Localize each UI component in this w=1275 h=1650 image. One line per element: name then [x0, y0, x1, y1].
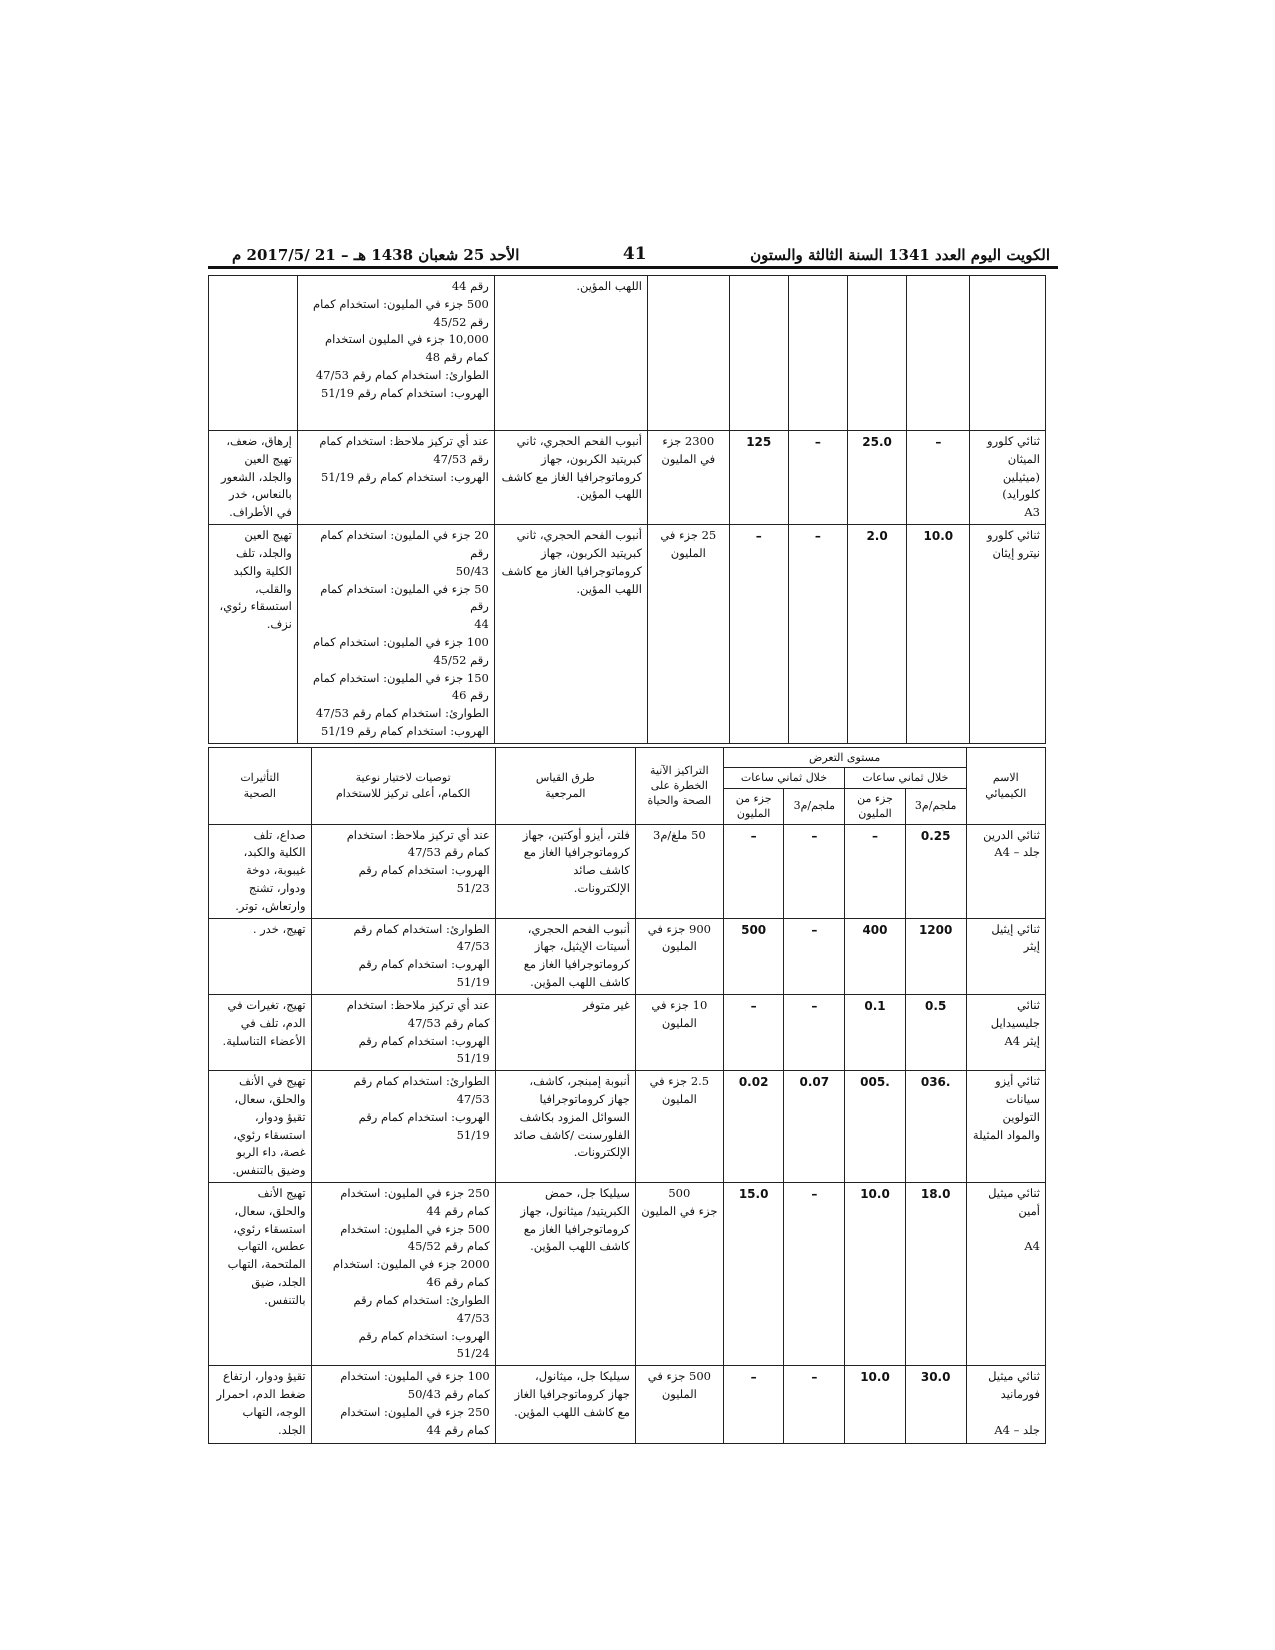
cell-line: الهروب: استخدام كمام رقم [358, 957, 490, 972]
cell-line: إرهاق، ضعف، [226, 434, 292, 448]
cell-line: كمام رقم 46 [426, 1275, 490, 1290]
cell-line: كبريتيد الكربون، جهاز [541, 451, 642, 466]
table-row [209, 276, 1046, 431]
cell-line: بالنعاس، خدر [229, 487, 292, 502]
value-cell: 15.0 [723, 1183, 784, 1366]
header-unit-mg: ملجم/م3 [784, 788, 845, 824]
cell-line: 500 [668, 1186, 691, 1200]
cell-line: والحلق، سعال، [234, 1203, 306, 1218]
cell-line: جلد – A4 [994, 845, 1040, 860]
cell-line: 10 جزء في [651, 997, 708, 1012]
cell-line: المليون [670, 545, 706, 560]
cell-line: 2300 جزء [662, 434, 715, 448]
cell-line: كمام رقم 44 [426, 1203, 490, 1218]
cell-line: عند أي تركيز ملاحظ: استخدام [346, 827, 490, 842]
cell-line: في الأطراف. [229, 505, 292, 520]
health-effects-cell [209, 994, 312, 1070]
table-row [209, 824, 1046, 918]
method-cell [495, 918, 635, 994]
respirator-cell [311, 994, 495, 1070]
page-number: 41 [622, 244, 647, 264]
cell-line: عند أي تركيز ملاحظ: استخدام [346, 997, 490, 1012]
value-cell: – [723, 1366, 784, 1444]
cell-line: ثنائي كلورو [987, 528, 1040, 543]
value-cell: 0.07 [784, 1071, 845, 1183]
value-cell: – [788, 431, 847, 525]
health-effects-cell [209, 1366, 312, 1444]
cell-line: الميثان [1007, 451, 1040, 466]
cell-line: سيانات [1005, 1091, 1040, 1106]
cell-line: رقم 44 [451, 279, 489, 293]
value-cell: – [784, 1183, 845, 1366]
cell-line: كمام رقم 44 [426, 1422, 490, 1437]
cell-line: تهيج، خدر . [252, 921, 306, 936]
cell-line: كاشف اللهب المؤين. [530, 975, 630, 990]
method-cell [495, 1071, 635, 1183]
cell-line: الهروب: استخدام كمام رقم [358, 1109, 490, 1124]
cell-line: والمواد المثيلة [972, 1127, 1040, 1142]
cell-line: الأعضاء التناسلية. [222, 1033, 306, 1048]
cell-line: جهاز كروماتوجرافيا [539, 1091, 630, 1106]
cell-line: أنبوب الفحم الحجري، [527, 921, 630, 936]
cell-line: كلورايد) [1002, 487, 1040, 502]
cell-line: مع كاشف اللهب المؤين. [514, 1404, 630, 1419]
cell-line: المليون [661, 1386, 697, 1401]
cell-line: نيترو إيثان [992, 545, 1040, 560]
chemical-name-cell [966, 824, 1046, 918]
cell-line: استسقاء رئوي، [219, 599, 292, 614]
value-cell: 25.0 [848, 431, 907, 525]
header-unit-ppm: جزء من المليون [845, 788, 906, 824]
cell-line: الهروب: استخدام كمام رقم [358, 1033, 490, 1048]
cell-line: كاشف اللهب المؤين. [530, 1239, 630, 1254]
value-cell: 0.1 [845, 994, 906, 1070]
cell-line: 20 جزء في المليون: استخدام كمام رقم [320, 528, 489, 560]
cell-line: والجلد، تلف [236, 545, 292, 560]
respirator-cell [297, 276, 494, 431]
value-cell: 125 [729, 431, 788, 525]
respirator-cell [311, 1071, 495, 1183]
value-cell: .005 [845, 1071, 906, 1183]
cell-line: جهاز كروماتوجرافيا الغاز [514, 1386, 630, 1401]
chemical-name-cell [966, 1183, 1046, 1366]
cell-line: جزء في المليون [641, 1203, 718, 1218]
cell-line: إيثر [1023, 939, 1040, 954]
cell-line: اللهب المؤين. [576, 487, 642, 502]
header-rule [208, 266, 1058, 269]
cell-line: كروماتوجرافيا الغاز مع [523, 1221, 630, 1236]
value-cell: – [907, 431, 970, 525]
header-idlh: التراكيز الآنية الخطرة على الصحة والحياة [635, 748, 723, 825]
header-methods: طرق القياس المرجعية [495, 748, 635, 825]
cell-line: الطوارئ: استخدام كمام رقم [353, 1292, 490, 1307]
cell-line: الهروب: استخدام كمام رقم [358, 863, 490, 878]
header-date: الأحد 25 شعبان 1438 هـ – 21 /2017/5 م [232, 246, 520, 264]
cell-line: الجلد. [277, 1422, 306, 1437]
respirator-cell [311, 824, 495, 918]
cell-line: أنبوبة إمبنجر، كاشف، [529, 1074, 630, 1089]
idlh-cell [647, 431, 729, 525]
header-unit-ppm: جزء من المليون [723, 788, 784, 824]
cell-line: 500 جزء في [647, 1369, 711, 1384]
value-cell: – [784, 1366, 845, 1444]
value-cell: 1200 [905, 918, 966, 994]
cell-line: الطوارئ: استخدام كمام رقم [353, 1074, 490, 1089]
cell-line: غير متوفر [583, 997, 630, 1012]
value-cell: 400 [845, 918, 906, 994]
table-row [209, 525, 1046, 744]
cell-line: الطوارئ: استخدام كمام رقم 47/53 [315, 706, 489, 721]
header-publication: الكويت اليوم العدد 1341 السنة الثالثة والستون [750, 246, 1050, 264]
cell-line: المليون [661, 939, 697, 954]
chemicals-table-continued [208, 275, 1046, 744]
cell-line: الكبريتيد/ ميثانول، جهاز [520, 1203, 630, 1218]
cell-line: استسقاء رئوي، [233, 1221, 306, 1236]
cell-line: وضيق بالتنفس. [232, 1163, 306, 1178]
value-cell: – [784, 824, 845, 918]
cell-line: بالتنفس. [264, 1292, 306, 1307]
cell-line: ثنائي إيثيل [991, 921, 1040, 936]
value-cell: – [723, 824, 784, 918]
value-cell: 10.0 [845, 1183, 906, 1366]
header-respirator: توصيات لاختيار نوعية الكمام، أعلى تركيز للاستخدام [311, 748, 495, 825]
cell-line: ثنائي أيزو [995, 1074, 1040, 1089]
cell-line: الإلكترونات. [573, 881, 630, 895]
cell-line: الهروب: استخدام كمام رقم 51/19 [320, 469, 489, 484]
cell-line: كمام رقم 48 [425, 350, 489, 365]
method-cell [495, 1366, 635, 1444]
cell-line: ثنائي [1017, 997, 1040, 1012]
idlh-cell [635, 918, 723, 994]
cell-line: 51/24 [456, 1346, 490, 1361]
respirator-cell [297, 525, 494, 744]
table-row [209, 1366, 1046, 1444]
cell-line: تهيج الأنف [257, 1186, 306, 1200]
header-period-2: خلال ثماني ساعات [723, 768, 844, 788]
table-row [209, 1183, 1046, 1366]
cell-line: 51/23 [456, 881, 490, 895]
cell-line: 44 [474, 617, 489, 632]
cell-line: تهيج، تغيرات في [227, 997, 306, 1012]
health-effects-cell [209, 1183, 312, 1366]
cell-line: رقم 45/52 [433, 314, 489, 329]
value-cell: 2.0 [848, 525, 907, 744]
cell-line: 150 جزء في المليون: استخدام كمام [312, 670, 489, 685]
cell-line: فورمانيد [1000, 1386, 1040, 1401]
value-cell: 0.02 [723, 1071, 784, 1183]
cell-line: استسقاء رئوي، [233, 1127, 306, 1142]
health-effects-cell [209, 1071, 312, 1183]
cell-line: جليسيدايل [990, 1015, 1040, 1030]
cell-line: ثنائي كلورو [987, 434, 1040, 448]
value-cell: .036 [905, 1071, 966, 1183]
method-cell [494, 276, 647, 431]
table-row [209, 994, 1046, 1070]
cell-line: والجلد، الشعور [220, 469, 292, 484]
cell-line: A4 [1024, 1239, 1040, 1254]
value-cell: 10.0 [907, 525, 970, 744]
cell-line: السوائل المزود بكاشف [519, 1109, 630, 1124]
chemicals-table [208, 747, 1046, 1444]
cell-line: غيبوبة، دوخة [246, 863, 306, 878]
cell-line: ثنائي الدرين [983, 827, 1040, 842]
cell-line: اللهب المؤين. [576, 581, 642, 596]
cell-line: وارتعاش، توتر. [235, 898, 306, 913]
header-period-1: خلال ثماني ساعات [845, 768, 966, 788]
cell-line: التولوين [1002, 1109, 1040, 1124]
cell-line: 50 ملغ/م3 [652, 827, 706, 842]
cell-line: 47/53 [456, 1310, 490, 1325]
respirator-cell [311, 1183, 495, 1366]
cell-line: فلتر، أيزو أوكتين، جهاز [522, 827, 630, 842]
idlh-cell [647, 525, 729, 744]
cell-line: جلد – A4 [994, 1422, 1040, 1437]
cell-line [972, 1221, 1041, 1239]
cell-line: A3 [1024, 505, 1040, 520]
cell-line: سيليكا جل، حمض [544, 1186, 630, 1200]
cell-line: رقم 47/53 [433, 451, 489, 466]
cell-line: كبريتيد الكربون، جهاز [541, 545, 642, 560]
idlh-cell [635, 824, 723, 918]
method-cell [495, 1183, 635, 1366]
cell-line: 10,000 جزء في المليون استخدام [324, 332, 489, 347]
value-cell: 30.0 [905, 1366, 966, 1444]
cell-line: تهيج في الأنف [238, 1074, 306, 1089]
cell-line: الفلورسنت /كاشف صائد [513, 1127, 630, 1142]
cell-line: كمام رقم 47/53 [407, 1015, 490, 1030]
value-cell [729, 276, 788, 431]
cell-line: الهروب: استخدام كمام رقم 51/19 [320, 724, 489, 738]
cell-line: كاشف صائد [573, 863, 630, 878]
cell-line: غصة، داء الربو [236, 1145, 306, 1160]
cell-line: الطوارئ: استخدام كمام رقم 47/53 [315, 368, 489, 383]
cell-line: كروماتوجرافيا الغاز مع كاشف [501, 469, 642, 484]
cell-line: رقم 46 [451, 688, 489, 703]
cell-line: الهروب: استخدام كمام رقم 51/19 [320, 385, 489, 400]
cell-line: في المليون [661, 451, 716, 466]
cell-line: عند أي تركيز ملاحظ: استخدام كمام [319, 434, 489, 448]
health-effects-cell [209, 824, 312, 918]
cell-line: ثنائي ميثيل [988, 1369, 1040, 1384]
cell-line: الملتحمة، التهاب [227, 1257, 306, 1272]
value-cell: – [784, 918, 845, 994]
method-cell [495, 994, 635, 1070]
value-cell: 10.0 [845, 1366, 906, 1444]
cell-line: 51/19 [456, 1127, 490, 1142]
cell-line: اللهب المؤين. [576, 279, 642, 293]
value-cell [907, 276, 970, 431]
cell-line: والقلب، [254, 581, 292, 596]
cell-line: 250 جزء في المليون: استخدام [340, 1186, 490, 1200]
cell-line: رقم 45/52 [433, 652, 489, 667]
cell-line: 100 جزء في المليون: استخدام كمام [312, 634, 489, 649]
cell-line: الجلد، ضيق [251, 1275, 306, 1290]
cell-line: نزف. [266, 617, 292, 632]
cell-line: الإلكترونات. [573, 1145, 630, 1160]
chemical-name-cell [966, 1366, 1046, 1444]
health-effects-cell [209, 525, 298, 744]
health-effects-cell [209, 276, 298, 431]
cell-line: تهيج العين [244, 451, 292, 466]
cell-line: أمين [1018, 1203, 1040, 1218]
idlh-cell [635, 1183, 723, 1366]
method-cell [494, 431, 647, 525]
cell-line: 50 جزء في المليون: استخدام كمام رقم [320, 581, 489, 614]
idlh-cell [635, 994, 723, 1070]
cell-line [972, 1404, 1041, 1422]
cell-line: أنبوب الفحم الحجري، ثاني [516, 434, 642, 448]
cell-line: 500 جزء في المليون: استخدام كمام [312, 296, 489, 311]
chemical-name-cell [970, 431, 1046, 525]
chemical-name-cell [966, 1071, 1046, 1183]
cell-line: كمام رقم 45/52 [407, 1239, 490, 1254]
table-row [209, 918, 1046, 994]
cell-line: ودوار، تشنج [248, 881, 306, 895]
table-row [209, 1071, 1046, 1183]
cell-line: 51/19 [456, 975, 490, 990]
table-row [209, 431, 1046, 525]
header-exposure-level: مستوى التعرض [723, 748, 966, 768]
respirator-cell [297, 431, 494, 525]
value-cell: – [788, 525, 847, 744]
header-chemical-name: الاسم الكيميائي [966, 748, 1046, 825]
cell-line: 100 جزء في المليون: استخدام [340, 1369, 490, 1384]
cell-line: (ميثيلين [1002, 469, 1040, 484]
cell-line: 2000 جزء في المليون: استخدام [332, 1257, 490, 1272]
cell-line: إيثر A4 [1004, 1033, 1040, 1048]
cell-line: تهيج العين [244, 528, 292, 543]
cell-line: كمام رقم 50/43 [407, 1386, 490, 1401]
health-effects-cell [209, 918, 312, 994]
cell-line: الدم، تلف في [240, 1015, 306, 1030]
cell-line: كروماتوجرافيا الغاز مع [523, 957, 630, 972]
cell-line: تقيؤ ودوار، [254, 1109, 306, 1124]
cell-line: كروماتوجرافيا الغاز مع كاشف [501, 563, 642, 578]
value-cell: – [845, 824, 906, 918]
cell-line: الكلية والكبد [233, 563, 292, 578]
value-cell: – [784, 994, 845, 1070]
value-cell: – [729, 525, 788, 744]
header-health-effects: التأثيرات الصحية [209, 748, 312, 825]
cell-line: 50/43 [455, 563, 489, 578]
page-header [232, 238, 1050, 264]
cell-line: كمام رقم 47/53 [407, 845, 490, 860]
cell-line: 25 جزء في [660, 528, 717, 543]
value-cell [788, 276, 847, 431]
idlh-cell [647, 276, 729, 431]
cell-line: 250 جزء في المليون: استخدام [340, 1404, 490, 1419]
value-cell [848, 276, 907, 431]
method-cell [495, 824, 635, 918]
method-cell [494, 525, 647, 744]
cell-line: الوجه، التهاب [242, 1404, 306, 1419]
chemical-name-cell [970, 276, 1046, 431]
cell-line: الطوارئ: استخدام كمام رقم [353, 921, 490, 936]
cell-line: الهروب: استخدام كمام رقم [358, 1328, 490, 1343]
cell-line: 47/53 [456, 1091, 490, 1106]
value-cell: 500 [723, 918, 784, 994]
value-cell: – [723, 994, 784, 1070]
respirator-cell [311, 1366, 495, 1444]
cell-line: كروماتوجرافيا الغاز مع [523, 845, 630, 860]
cell-line: 500 جزء في المليون: استخدام [340, 1221, 490, 1236]
idlh-cell [635, 1366, 723, 1444]
value-cell: 18.0 [905, 1183, 966, 1366]
cell-line: صداع، تلف [253, 827, 306, 842]
cell-line: 900 جزء في [647, 921, 711, 936]
chemical-name-cell [966, 918, 1046, 994]
cell-line: سيليكا جل، ميثانول، [535, 1369, 630, 1384]
value-cell: 0.25 [905, 824, 966, 918]
cell-line: أسيتات الإيثيل، جهاز [534, 939, 630, 954]
cell-line: ضغط الدم، احمرار [216, 1386, 306, 1401]
cell-line: المليون [661, 1015, 697, 1030]
value-cell: 0.5 [905, 994, 966, 1070]
cell-line: الكلية والكبد، [243, 845, 306, 860]
chemical-name-cell [970, 525, 1046, 744]
cell-line: 51/19 [456, 1051, 490, 1066]
cell-line: تقيؤ ودوار، ارتفاع [223, 1369, 306, 1384]
idlh-cell [635, 1071, 723, 1183]
chemical-name-cell [966, 994, 1046, 1070]
cell-line: 47/53 [456, 939, 490, 954]
respirator-cell [311, 918, 495, 994]
cell-line: المليون [661, 1091, 697, 1106]
cell-line: عطس، التهاب [237, 1239, 306, 1254]
cell-line: والحلق، سعال، [234, 1091, 306, 1106]
cell-line: أنبوب الفحم الحجري، ثاني [516, 528, 642, 543]
header-unit-mg: ملجم/م3 [905, 788, 966, 824]
health-effects-cell [209, 431, 298, 525]
cell-line: 2.5 جزء في [649, 1074, 710, 1089]
cell-line: ثنائي ميثيل [988, 1186, 1040, 1200]
